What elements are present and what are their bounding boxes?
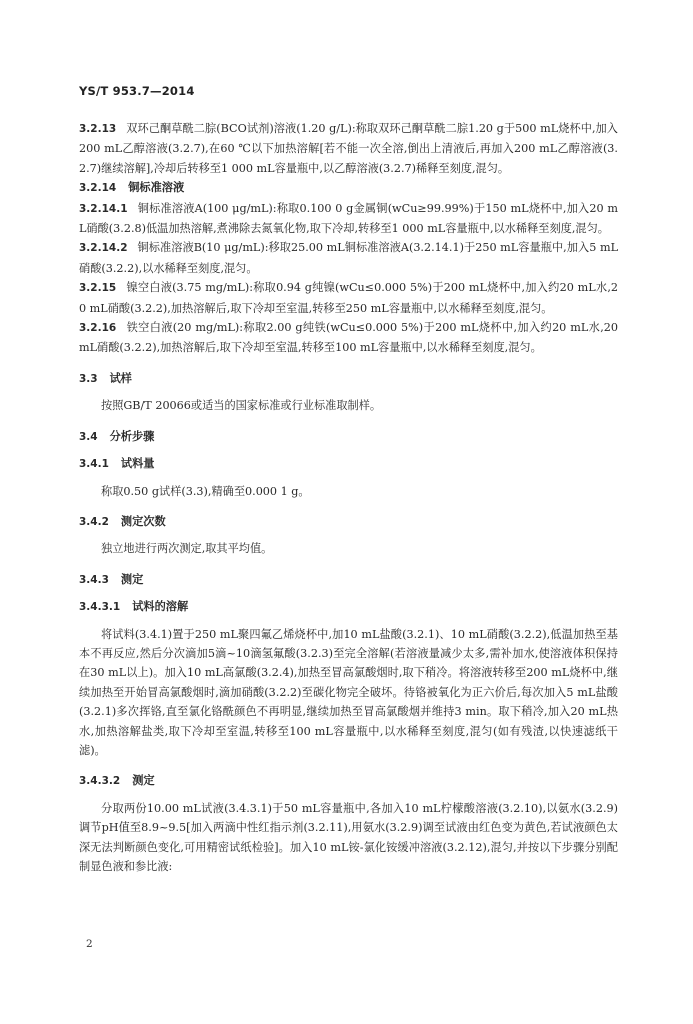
clause-3-4-3-2-text: 分取两份10.00 mL试液(3.4.3.1)于50 mL容量瓶中,各加入10 mL柠檬酸溶液(3.2.10),以氨水(3.2.9)调节pH值至8.9~9.5[加入两滴中性红指示剂(3.2.11),用氨水(3.2.9)调至试液由红色变为黄色,若试液颜色太深无法判断颜色变化,可用精密试纸检验]。加入10 mL铵-氯化铵缓冲溶液(3.2.12),混匀,并按以下步骤分别配制显色液和参比液: — [79, 801, 618, 873]
clause-number: 3.4 — [79, 430, 98, 443]
clause-text: 铁空白液(20 mg/mL):称取2.00 g纯铁(wCu≤0.000 5%)于200 mL烧杯中,加入约20 mL水,20 mL硝酸(3.2.2),加热溶解后,取下冷却至室温,转移至100 mL容量瓶中,以水稀释至刻度,混匀。 — [79, 321, 618, 355]
clause-text: 铜标准溶液B(10 μg/mL):移取25.00 mL铜标准溶液A(3.2.14.1)于250 mL容量瓶中,加入5 mL硝酸(3.2.2),以水稀释至刻度,混匀。 — [79, 241, 618, 275]
standard-code: YS/T 953.7—2014 — [79, 84, 195, 98]
clause-number: 3.2.14.2 — [79, 242, 128, 255]
clause-title: 试样 — [109, 371, 132, 385]
clause-title: 试料的溶解 — [132, 600, 189, 614]
clause-3-4-heading — [79, 427, 618, 447]
clause-number: 3.4.1 — [79, 458, 109, 471]
clause-3-4-1-text: 称取0.50 g试样(3.3),精确至0.000 1 g。 — [101, 484, 310, 498]
document-body — [79, 119, 618, 876]
clause-3-2-13 — [79, 119, 618, 178]
clause-3-4-3-2-heading — [79, 771, 618, 791]
clause-3-4-2-heading — [79, 512, 618, 532]
clause-title: 分析步骤 — [109, 429, 155, 443]
clause-3-2-15 — [79, 278, 618, 318]
clause-text: 铜标准溶液A(100 μg/mL):称取0.100 0 g金属铜(wCu≥99.99%)于150 mL烧杯中,加入20 mL硝酸(3.2.8)低温加热溶解,煮沸除去氮氧化物,取下冷却,转移至1 000 mL容量瓶中,以水稀释至刻度,混匀。 — [79, 201, 618, 236]
clause-3-3-text: 按照GB/T 20066或适当的国家标准或行业标准取制样。 — [101, 399, 382, 413]
clause-number: 3.2.14.1 — [79, 202, 128, 215]
clause-title: 试料量 — [120, 457, 155, 471]
clause-3-2-16 — [79, 318, 618, 358]
clause-number: 3.2.15 — [79, 282, 117, 295]
clause-number: 3.2.13 — [79, 123, 117, 135]
clause-3-4-2-text: 独立地进行两次测定,取其平均值。 — [101, 542, 273, 556]
clause-title: 测定 — [132, 774, 155, 788]
clause-title: 测定 — [120, 572, 144, 586]
clause-3-4-1-heading — [79, 454, 618, 474]
clause-text: 双环己酮草酰二腙(BCO试剂)溶液(1.20 g/L):称取双环己酮草酰二腙1.20 g于500 mL烧杯中,加入200 mL乙醇溶液(3.2.7),在60 ℃以下加热溶解[若不能一次全溶,倒出上清液后,再加入200 mL乙醇溶液(3.2.7)继续溶解],冷却后转移至1 000 mL容量瓶中,以乙醇溶液(3.2.7)稀释至刻度,混匀。 — [79, 122, 618, 175]
clause-number: 3.3 — [79, 372, 98, 385]
clause-3-4-3-1-heading — [79, 597, 618, 617]
clause-number: 3.2.14 — [79, 182, 117, 195]
clause-3-2-14-2 — [79, 238, 618, 278]
clause-3-4-3-1-text: 将试料(3.4.1)置于250 mL聚四氟乙烯烧杯中,加10 mL盐酸(3.2.1)、10 mL硝酸(3.2.2),低温加热至基本不再反应,然后分次滴加5滴~10滴氢氟酸(3.2.3)至完全溶解(若溶液量减少太多,需补加水,使溶液体积保持在30 mL以上)。加入10 mL高氯酸(3.2.4),加热至冒高氯酸烟时,取下稍冷。将溶液转移至200 mL烧杯中,继续加热至开始冒高氯酸烟时,滴加硝酸(3.2.2)至碳化物完全破坏。待铬被氧化为正六价后,每次加入5 mL盐酸(3.2.1)多次挥铬,直至氯化铬酰颜色不再明显,继续加热至冒高氯酸烟并维持3 min。取下稍冷,加入20 mL热水,加热溶解盐类,取下冷却至室温,转移至100 mL容量瓶中,以水稀释至刻度,混匀(如有残渣,以快速滤纸干滤)。 — [79, 627, 618, 757]
clause-text: 镍空白液(3.75 mg/mL):称取0.94 g纯镍(wCu≤0.000 5%)于200 mL烧杯中,加入约20 mL水,20 mL硝酸(3.2.2),加热溶解后,取下冷却至室温,转移至250 mL容量瓶中,以水稀释至刻度,混匀。 — [79, 281, 618, 315]
clause-3-4-3-heading — [79, 570, 618, 590]
clause-number: 3.4.3.2 — [79, 775, 121, 788]
clause-number: 3.4.3.1 — [79, 601, 121, 614]
clause-number: 3.4.3 — [79, 573, 109, 586]
clause-number: 3.2.16 — [79, 322, 117, 335]
page-number: 2 — [86, 938, 93, 950]
clause-title: 测定次数 — [120, 514, 166, 528]
clause-number: 3.4.2 — [79, 515, 109, 528]
clause-3-2-14-heading — [79, 178, 618, 198]
clause-title: 铜标准溶液 — [128, 181, 185, 195]
clause-3-3-heading — [79, 369, 618, 389]
clause-3-2-14-1 — [79, 199, 618, 239]
